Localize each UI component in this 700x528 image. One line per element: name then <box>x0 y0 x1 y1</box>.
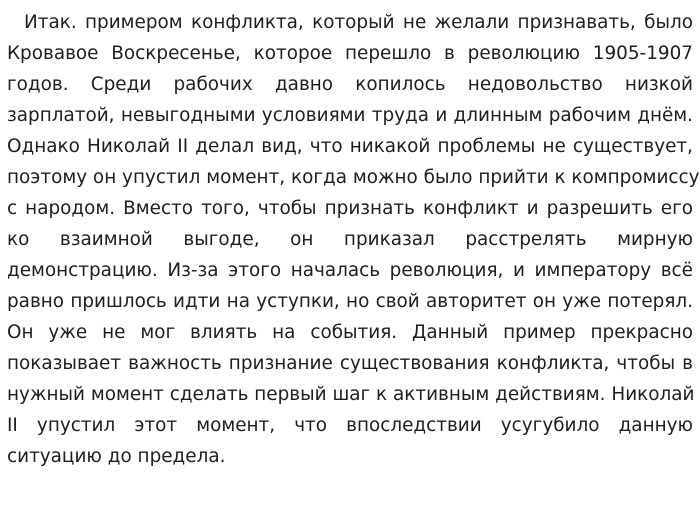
text-line: Однако Николай II делал вид, что никакой проблемы не существует, <box>7 136 693 157</box>
text-line: с народом. Вместо того, чтобы признать конфликт и разрешить его <box>7 198 693 219</box>
text-line: ситуацию до предела. <box>7 446 226 467</box>
text-line: Он уже не мог влиять на события. Данный пример прекрасно <box>7 322 693 343</box>
text-line: II упустил этот момент, что впоследствии усугубило данную <box>7 415 693 436</box>
text-line: Итак. примером конфликта, который не желали признавать, было <box>24 12 693 33</box>
text-line: зарплатой, невыгодными условиями труда и длинным рабочим днём. <box>7 105 693 126</box>
text-line: ко взаимной выгоде, он приказал расстрелять мирную <box>7 229 693 250</box>
text-line: поэтому он упустил момент, когда можно было прийти к компромиссу <box>7 167 700 188</box>
text-line: нужный момент сделать первый шаг к активным действиям. Николай <box>7 384 695 405</box>
text-line: годов. Среди рабочих давно копилось недовольство низкой <box>7 74 693 95</box>
text-line: равно пришлось идти на уступки, но свой авторитет он уже потерял. <box>7 291 693 312</box>
text-line: Кровавое Воскресенье, которое перешло в революцию 1905-1907 <box>7 43 693 64</box>
document-paragraph <box>7 7 700 472</box>
text-line: демонстрацию. Из-за этого началась революция, и императору всё <box>7 260 693 281</box>
text-line: показывает важность признание существования конфликта, чтобы в <box>7 353 693 374</box>
